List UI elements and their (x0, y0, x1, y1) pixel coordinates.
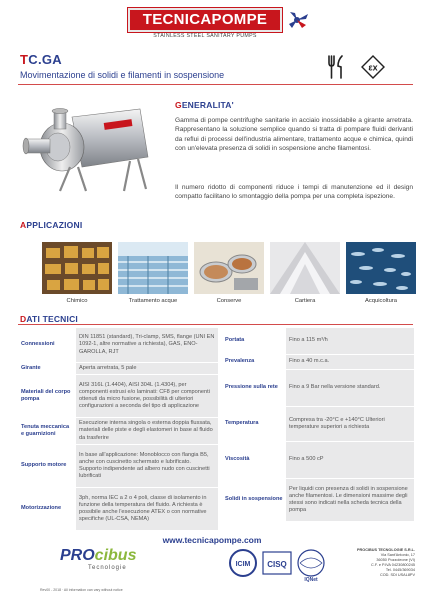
pump-image (20, 105, 155, 195)
iqnet-cert-logo (296, 548, 326, 584)
brand-name: TECNICAPOMPE (128, 8, 282, 32)
svg-text:CISQ: CISQ (267, 560, 287, 569)
application-image-chemical (42, 242, 112, 294)
food-grade-icon (327, 55, 345, 79)
table-row: Temperatura Compresa tra -20°C e +140°C Ulteriori temperature superiori a richiesta (222, 407, 414, 442)
table-row: Materiali del corpo pompa AISI 316L (1.4404), AISI 304L (1.4304), per componenti estrusi e/o laminati: CF8 per componenti ottenuti da micro fusione, possibilità di ulteriori configurazioni a seconda del tipo di applicazione (18, 375, 218, 418)
general-paragraph-1: Gamma di pompe centrifughe sanitarie in acciaio inossidabile a girante arretrata. Rappresentano la soluzione semplice quando si tratta di pompare fluidi derivanti da reflui di processi dell'industria alimentare, trattamento acque e chimica, quindi con un'elevata presenza di solidi in sospensione anche filamentosi. (175, 117, 413, 152)
application-image-paper (270, 242, 340, 294)
general-paragraph-2: Il numero ridotto di componenti riduce i tempi di manutenzione ed il design compatto facilitano lo smontaggio della pompa per una completa ispezione. (175, 184, 413, 201)
impeller-icon (284, 10, 310, 30)
application-label: Cartiera (294, 298, 316, 304)
brand-tagline: STAINLESS STEEL SANITARY PUMPS (153, 33, 257, 39)
atex-icon (361, 55, 385, 79)
table-row: Viscosità Fino a 500 cP (222, 442, 414, 479)
title-divider (18, 84, 413, 85)
table-row: Tenuta meccanica e guarnizioni Esecuzione interna singola o esterna doppia flussata, materiali delle piste e degli elastomeri in base al fluido da trasferire (18, 418, 218, 445)
table-row: Solidi in sospensione Per liquidi con presenza di solidi in sospensione anche filamentosi. Le dimensioni massime degli stessi sono indicati nella scheda tecnica della pompa (222, 479, 414, 522)
table-row: Supporto motore In base all'applicazione: Monoblocco con flangia B5, anche con cuscinetto schermato e lubrificato. Supporto indipendente ad albero nudo con cuscinetti lubrificati (18, 445, 218, 488)
tech-data-heading: DATI TECNICI (20, 314, 78, 324)
procibus-logo: PROcibus Tecnologie (60, 547, 137, 571)
product-code: TC.GA (20, 52, 62, 67)
icim-cert-logo (228, 548, 258, 584)
table-row: Portata Fino a 115 m³/h (222, 328, 414, 355)
revision-note: Rev00 - 2018 · All information can vary without notice (40, 588, 123, 592)
table-row: Pressione sulla rete Fino a 9 Bar nella versione standard. (222, 370, 414, 407)
website-link[interactable]: www.tecnicapompe.com (162, 535, 262, 545)
brand-logo (128, 8, 308, 42)
svg-text:εx: εx (368, 62, 378, 73)
tech-table-right (222, 328, 414, 521)
application-image-aquaculture (346, 242, 416, 294)
tech-data-divider (18, 324, 413, 325)
svg-text:ICIM: ICIM (235, 561, 251, 568)
table-row: Connessioni DIN 11851 (standard), Tri-clamp, SMS, flange (UNI EN 1092-1, altre normative a richiesta), GAS, ENO-GAROLLA, RJT (18, 328, 218, 363)
tech-table-left (18, 328, 218, 530)
product-subtitle: Movimentazione di solidi e filamenti in sospensione (20, 70, 225, 80)
table-row: Motorizzazione 3ph, norma IEC a 2 o 4 poli, classe di isolamento in funzione della temperatura del fluido. A richiesta è possibile anche l'esecuzione ATEX o con normative specifiche (UL-CSA, NEMA) (18, 488, 218, 531)
application-image-water (118, 242, 188, 294)
company-address: PROCIBUS TECNOLOGIE S.R.L. Via Sant'Antonio, 17 36050 Pozzoleone (VI) C.F. e P.IVA 04230800245 Tel. 0445/369034 COD. SDI USAL8PV (356, 548, 415, 577)
table-row: Prevalenza Fino a 40 m.c.a. (222, 355, 414, 370)
svg-text:IQNet: IQNet (304, 577, 318, 583)
application-label: Acquicoltura (365, 298, 397, 304)
application-label: Trattamento acque (128, 298, 178, 304)
table-row: Girante Aperta arretrata, 5 pale (18, 363, 218, 375)
cisq-cert-logo (262, 548, 292, 584)
applications-heading: APPLICAZIONI (20, 220, 83, 230)
general-heading: GENERALITA' (175, 100, 234, 110)
application-label: Chimico (66, 298, 88, 304)
application-label: Conserve (216, 298, 242, 304)
application-image-preserves (194, 242, 264, 294)
